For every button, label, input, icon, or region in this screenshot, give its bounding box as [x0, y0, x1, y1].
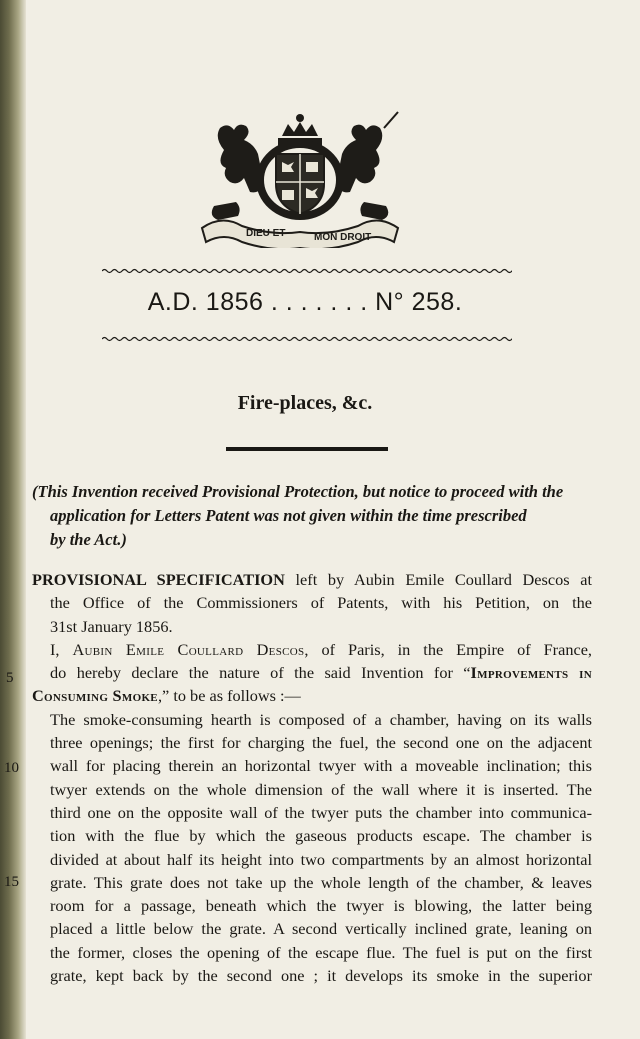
margin-line-number-15: 15 — [4, 874, 19, 890]
margin-line-number-5: 5 — [6, 670, 14, 686]
paragraph-line: three openings; the first for charging the fuel, the second one on the adjacent — [50, 733, 592, 753]
motto-left: DIEU ET — [246, 228, 286, 239]
royal-coat-of-arms — [194, 110, 406, 248]
provisional-protection-note — [32, 480, 592, 552]
patent-year-and-number — [0, 288, 610, 317]
paragraph-line: placed a little below the grate. A second vertically inclined grate, leaning on — [50, 919, 592, 939]
paragraph-line: wall for placing therein an horizontal twyer with a moveable inclination; this — [50, 756, 592, 776]
paragraph-line: the former, closes the opening of the escape flue. The fuel is put on the first — [50, 942, 592, 962]
decorative-rule-top — [102, 268, 512, 274]
spec-line-2: the Office of the Commissioners of Patents, with his Petition, on the — [50, 593, 592, 613]
spec-line-1: PROVISIONAL SPECIFICATION left by Aubin Emile Coullard Descos at — [32, 570, 593, 589]
declaration-line-2: do hereby declare the nature of the said Invention for “Improvements in — [50, 663, 592, 683]
invention-title-part1: Improvements in — [470, 663, 592, 683]
margin-line-number-10: 10 — [4, 760, 19, 776]
title-underline-rule — [226, 447, 388, 451]
paragraph-line: grate, kept back by the second one ; it develops its smoke in the superior — [50, 966, 592, 986]
declaration-line-1: I, Aubin Emile Coullard Descos, of Paris, in the Empire of France, — [50, 639, 592, 659]
decorative-rule-bottom — [102, 336, 512, 342]
note-line-2: application for Letters Patent was not given within the time prescribed — [50, 506, 527, 525]
patent-number: N° 258. — [375, 288, 463, 316]
declaration-line-3: Consuming Smoke,” to be as follows :— — [32, 686, 301, 706]
paragraph-line: twyer extends on the whole dimension of the wall where it is inserted. The — [50, 779, 592, 799]
note-line-3: by the Act.) — [50, 530, 127, 549]
subject-title: Fire-places, &c. — [237, 392, 373, 414]
patent-year: A.D. 1856 — [147, 288, 264, 316]
paragraph-line: tion with the flue by which the gaseous products escape. The chamber is — [50, 826, 592, 846]
spec-heading: PROVISIONAL SPECIFICATION — [32, 570, 285, 589]
inventor-name: Aubin Emile Coullard Descos — [72, 639, 305, 659]
invention-title-part2: Consuming Smoke — [32, 686, 158, 706]
paragraph-line: divided at about half its height into two compartments by an almost horizontal — [50, 849, 592, 869]
specification-body — [32, 568, 592, 987]
note-line-1: (This Invention received Provisional Protection, but notice to proceed with the — [32, 482, 564, 501]
patent-leader-dots: . . . . . . . — [263, 288, 376, 316]
motto-right: MON DROIT — [314, 232, 372, 243]
paragraph-line: The smoke-consuming hearth is composed of a chamber, having on its walls — [50, 709, 592, 729]
spec-line-3: 31st January 1856. — [50, 616, 173, 636]
paragraph-line: grate. This grate does not take up the whole length of the chamber, & leaves — [50, 872, 592, 892]
paragraph-line: room for a passage, beneath which the twyer is blowing, the latter being — [50, 896, 592, 916]
paragraph-line: third one on the opposite wall of the twyer puts the chamber into communica- — [50, 802, 592, 822]
